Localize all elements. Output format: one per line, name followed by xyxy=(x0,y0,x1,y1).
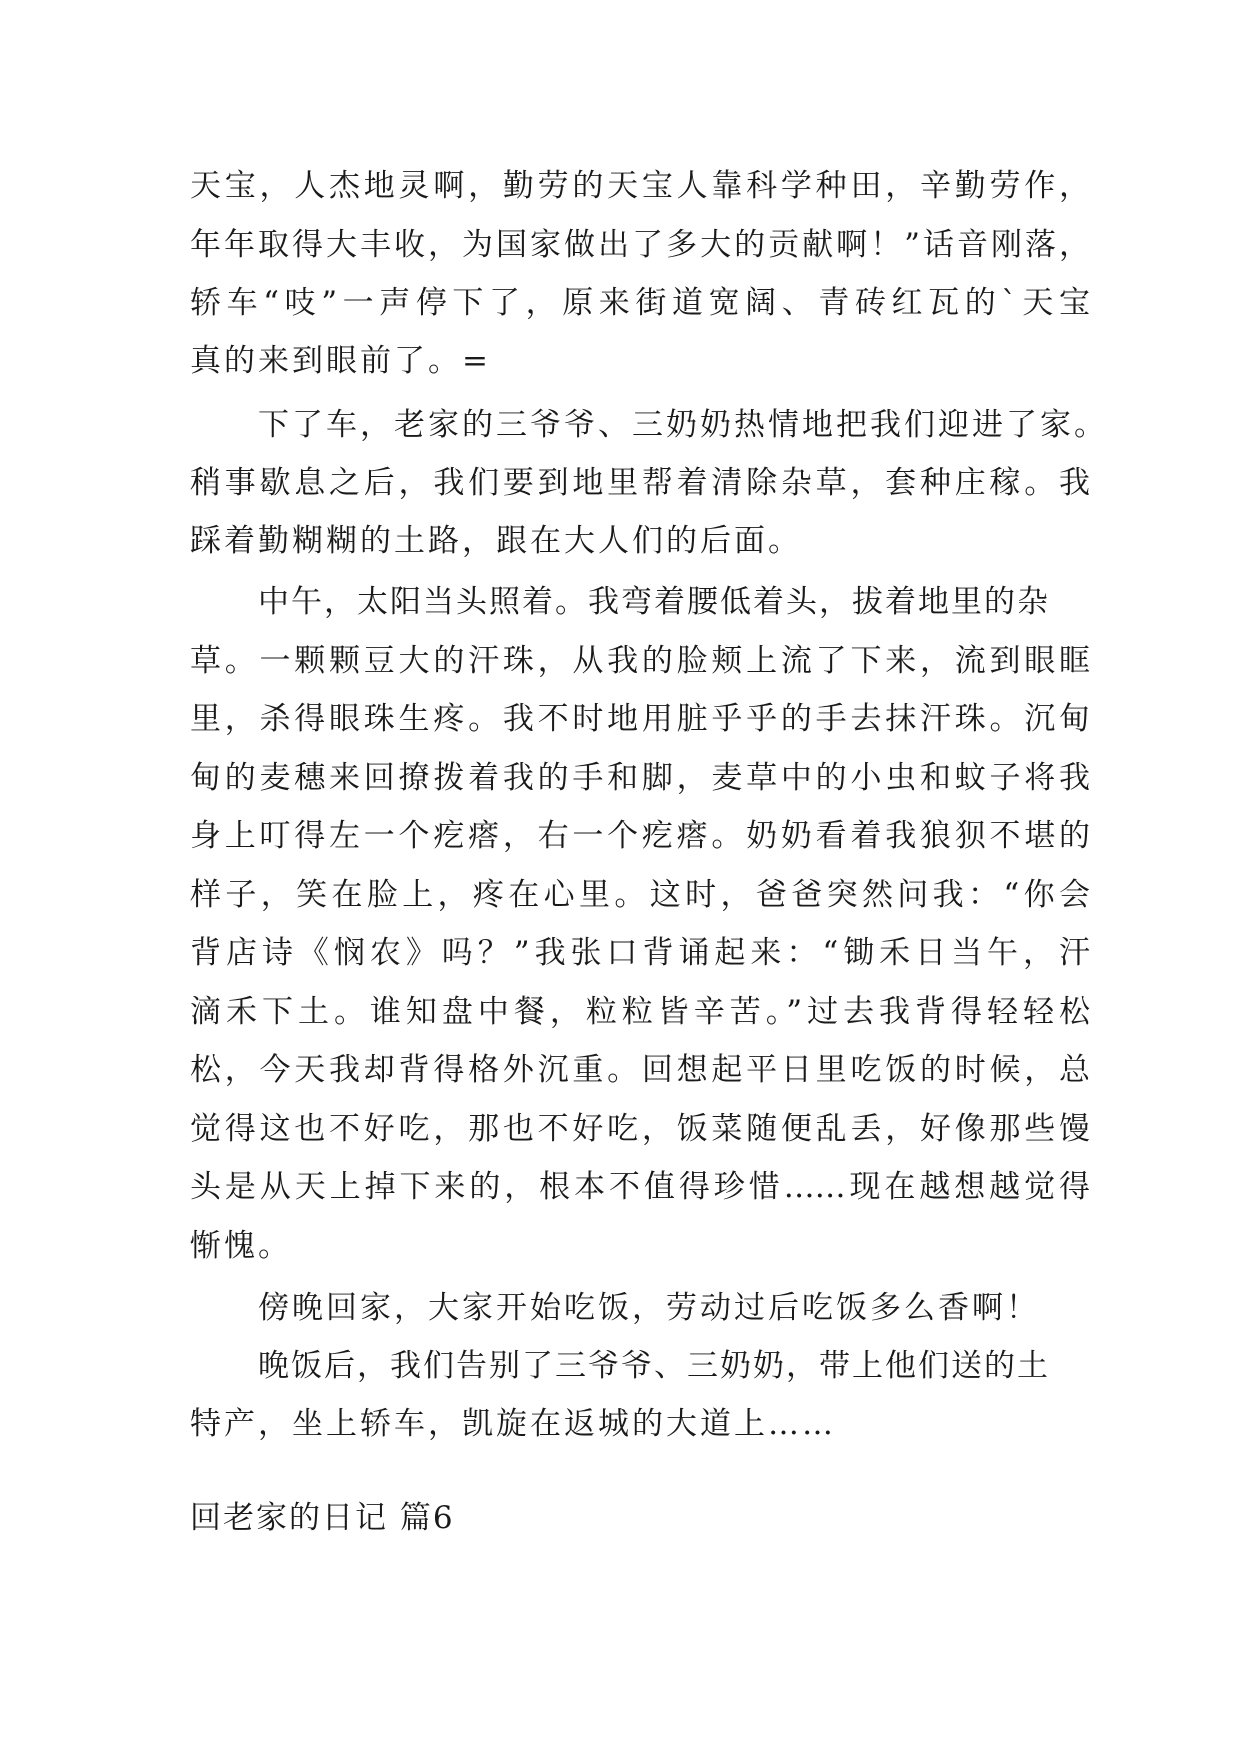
text-line: 天宝，人杰地灵啊，勤劳的天宝人靠科学种田，辛勤劳作， xyxy=(190,168,1090,204)
paragraph-start-line: 中午，太阳当头照着。我弯着腰低着头，拔着地里的杂 xyxy=(258,584,1048,620)
text-line: 身上叮得左一个疙瘩，右一个疙瘩。奶奶看着我狼狈不堪的 xyxy=(190,818,1090,854)
text-line: 草。一颗颗豆大的汗珠，从我的脸颊上流了下来，流到眼眶 xyxy=(190,643,1090,679)
text-line: 滴禾下土。谁知盘中餐，粒粒皆辛苦。”过去我背得轻轻松 xyxy=(190,994,1090,1030)
text-line: 轿车“吱”一声停下了，原来街道宽阔、青砖红瓦的`天宝 xyxy=(190,285,1090,321)
section-heading: 回老家的日记 篇6 xyxy=(190,1500,455,1536)
text-line: 惭愧。 xyxy=(190,1228,292,1264)
paragraph-start-line: 傍晚回家，大家开始吃饭，劳动过后吃饭多么香啊！ xyxy=(258,1290,1040,1326)
text-line: 背店诗《悯农》吗？”我张口背诵起来：“锄禾日当午，汗 xyxy=(190,935,1090,971)
text-line: 里，杀得眼珠生疼。我不时地用脏乎乎的手去抹汗珠。沉甸 xyxy=(190,701,1090,737)
paragraph-start-line: 下了车，老家的三爷爷、三奶奶热情地把我们迎进了家。 xyxy=(258,407,1108,443)
text-line: 踩着勤糊糊的土路，跟在大人们的后面。 xyxy=(190,523,802,559)
text-line: 觉得这也不好吃，那也不好吃，饭菜随便乱丢，好像那些馒 xyxy=(190,1111,1090,1147)
text-line: 头是从天上掉下来的，根本不值得珍惜……现在越想越觉得 xyxy=(190,1169,1090,1205)
text-line: 年年取得大丰收，为国家做出了多大的贡献啊！”话音刚落， xyxy=(190,227,1090,263)
text-line: 松，今天我却背得格外沉重。回想起平日里吃饭的时候，总 xyxy=(190,1052,1090,1088)
text-line: 甸的麦穗来回撩拨着我的手和脚，麦草中的小虫和蚊子将我 xyxy=(190,760,1090,796)
text-line: 稍事歇息之后，我们要到地里帮着清除杂草，套种庄稼。我 xyxy=(190,465,1090,501)
text-line: 真的来到眼前了。= xyxy=(190,343,491,379)
text-line: 样子，笑在脸上，疼在心里。这时，爸爸突然问我：“你会 xyxy=(190,877,1090,913)
text-line: 特产，坐上轿车，凯旋在返城的大道上…… xyxy=(190,1406,836,1442)
paragraph-start-line: 晚饭后，我们告别了三爷爷、三奶奶，带上他们送的土 xyxy=(258,1348,1048,1384)
